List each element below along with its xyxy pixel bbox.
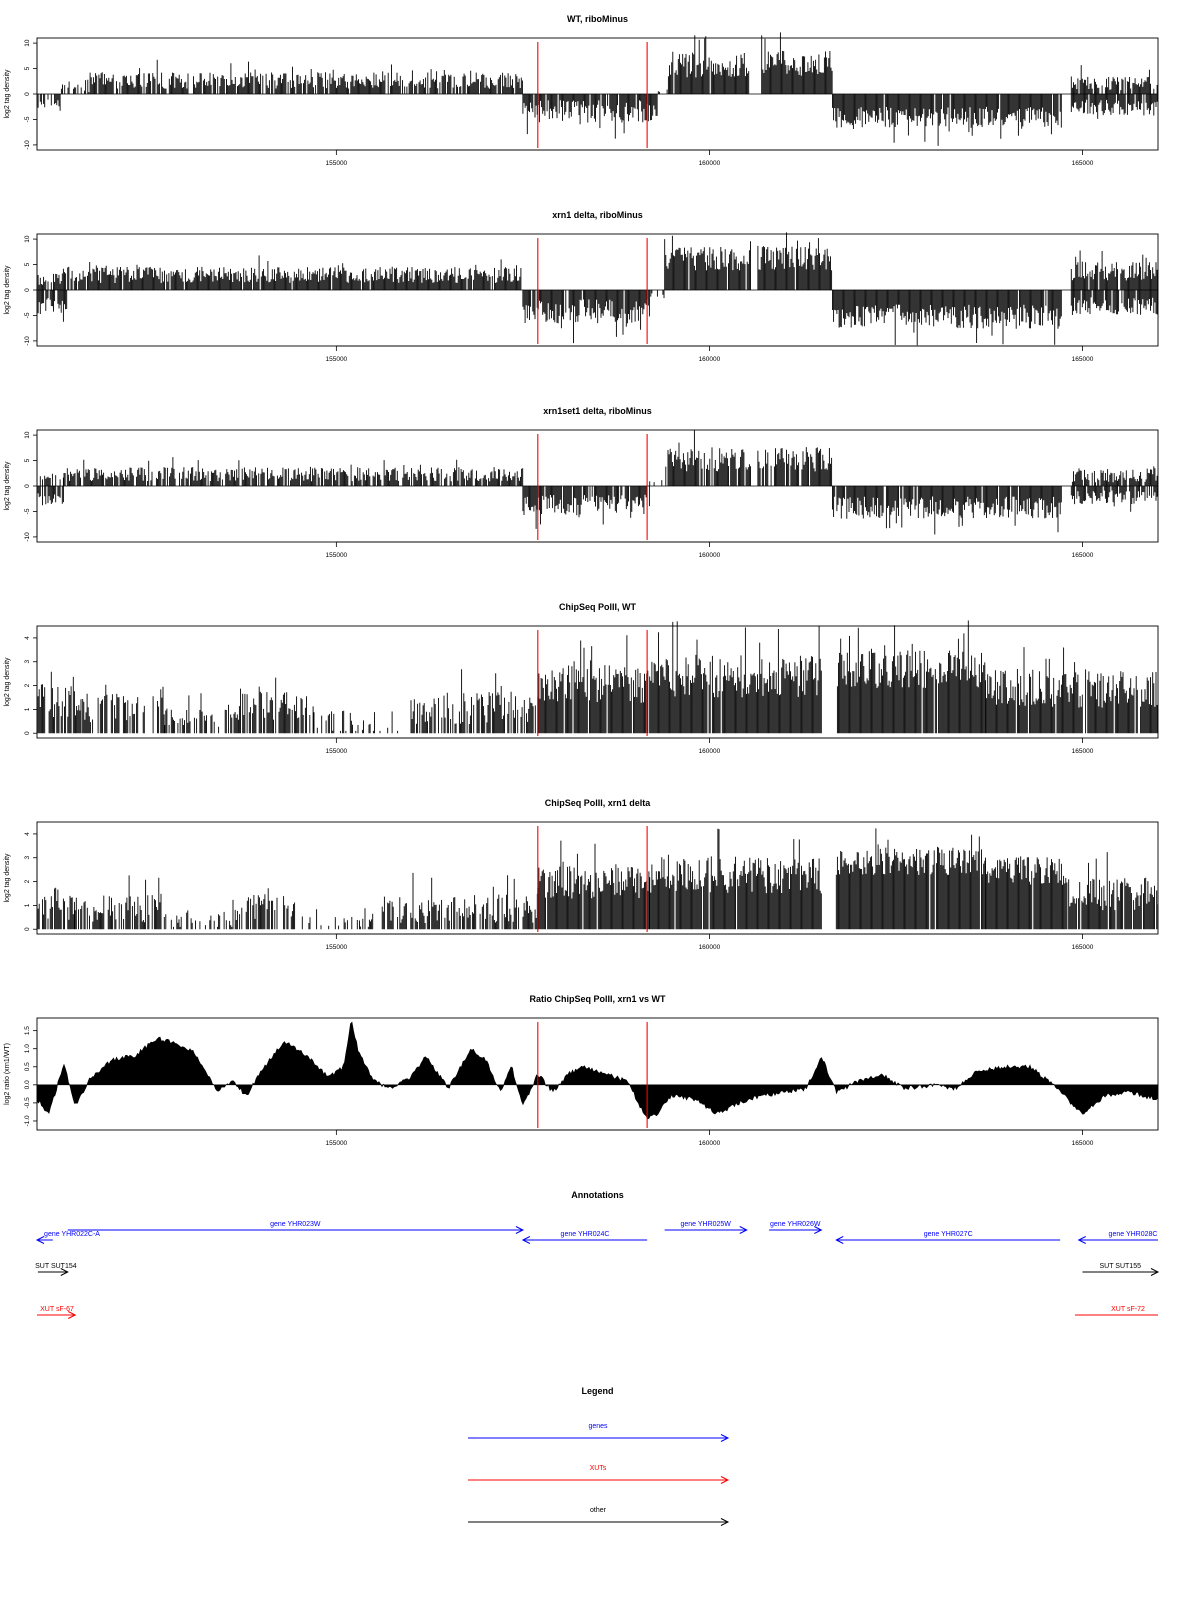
signal-bars (38, 32, 1157, 145)
panel-title: ChipSeq PolII, xrn1 delta (544, 798, 651, 808)
series-plot (38, 621, 1157, 734)
y-tick-label: -10 (24, 532, 31, 542)
x-tick-label: 165000 (1071, 944, 1094, 951)
y-tick-label: -1.0 (24, 1115, 31, 1127)
y-axis-label: log2 tag density (4, 853, 11, 903)
x-tick-label: 165000 (1071, 552, 1094, 559)
signal-bars (37, 828, 1158, 929)
y-tick-label: 10 (24, 431, 31, 439)
y-tick-label: 0 (24, 288, 31, 292)
gene-label: gene YHR022C-A (44, 1231, 100, 1238)
y-tick-label: 0 (24, 731, 31, 736)
panel-title: Ratio ChipSeq PolII, xrn1 vs WT (529, 994, 666, 1004)
y-axis-label: log2 tag density (4, 461, 11, 511)
y-tick-label: 1.5 (24, 1026, 31, 1036)
gene-label: gene YHR026W (769, 1221, 821, 1228)
x-tick-label: 155000 (325, 356, 348, 363)
y-tick-label: 0.5 (24, 1062, 31, 1072)
xut-label: XUT sF-72 (1111, 1306, 1145, 1313)
legend-arrow (468, 1519, 728, 1526)
series-plot (37, 32, 1158, 145)
y-tick-label: 0 (24, 92, 31, 96)
y-tick-label: -5 (24, 508, 31, 515)
signal-bars (37, 232, 1157, 345)
gene-label: gene YHR028C (1108, 1231, 1158, 1238)
legend-label: genes (588, 1423, 608, 1430)
panel-1 (4, 210, 1158, 363)
legend-title: Legend (581, 1386, 614, 1396)
x-tick-label: 155000 (325, 748, 348, 755)
y-tick-label: -5 (24, 116, 31, 123)
x-tick-label: 165000 (1071, 1140, 1094, 1147)
x-tick-label: 165000 (1071, 356, 1094, 363)
y-tick-label: 4 (24, 636, 31, 640)
y-axis-label: log2 tag density (4, 265, 11, 315)
x-tick-label: 160000 (698, 552, 721, 559)
x-tick-label: 155000 (325, 160, 348, 167)
x-tick-label: 155000 (325, 1140, 348, 1147)
xut-label: XUT sF-67 (40, 1306, 74, 1313)
x-tick-label: 160000 (698, 356, 721, 363)
y-tick-label: 3 (24, 659, 31, 664)
series-plot (37, 430, 1158, 535)
y-axis-label: log2 tag density (4, 657, 11, 707)
y-tick-label: -0.5 (24, 1097, 31, 1109)
legend-arrow (468, 1477, 728, 1484)
panel-3 (4, 602, 1158, 755)
x-tick-label: 165000 (1071, 748, 1094, 755)
gene-label: gene YHR023W (270, 1221, 321, 1228)
y-tick-label: 5 (24, 458, 31, 463)
other-label: SUT SUT155 (1099, 1263, 1141, 1270)
x-tick-label: 160000 (698, 1140, 721, 1147)
x-tick-label: 160000 (698, 160, 721, 167)
panel-0 (4, 14, 1158, 167)
series-plot (37, 1022, 1158, 1119)
y-tick-label: 4 (24, 832, 31, 836)
y-tick-label: 10 (24, 235, 31, 243)
gene-label: gene YHR027C (923, 1231, 973, 1238)
y-tick-label: -10 (24, 336, 31, 346)
y-tick-label: 1 (24, 707, 31, 712)
legend-label: XUTs (589, 1465, 607, 1472)
y-tick-label: 10 (24, 39, 31, 47)
x-tick-label: 165000 (1071, 160, 1094, 167)
x-tick-label: 155000 (325, 552, 348, 559)
y-tick-label: 1 (24, 903, 31, 908)
legend (468, 1386, 728, 1526)
panel-title: xrn1set1 delta, riboMinus (543, 406, 652, 416)
x-tick-label: 160000 (698, 748, 721, 755)
panel-title: WT, riboMinus (567, 14, 628, 24)
series-plot (37, 828, 1158, 929)
y-tick-label: -5 (24, 312, 31, 319)
y-tick-label: 3 (24, 855, 31, 860)
panel-4 (4, 798, 1158, 951)
panel-title: xrn1 delta, riboMinus (552, 210, 643, 220)
y-tick-label: 0 (24, 927, 31, 932)
y-axis-label: log2 ratio (xrn1/WT) (4, 1043, 11, 1105)
y-tick-label: 0.0 (24, 1080, 31, 1090)
y-tick-label: -10 (24, 140, 31, 150)
panel-2 (4, 406, 1158, 559)
other-label: SUT SUT154 (35, 1263, 77, 1270)
y-tick-label: 0 (24, 484, 31, 488)
y-tick-label: 2 (24, 879, 31, 884)
gene-label: gene YHR025W (680, 1221, 731, 1228)
annotations-panel (35, 1190, 1158, 1319)
annotations-title: Annotations (571, 1190, 624, 1200)
y-tick-label: 2 (24, 683, 31, 688)
y-tick-label: 5 (24, 66, 31, 71)
series-plot (37, 232, 1158, 345)
signal-bars (37, 430, 1157, 535)
legend-label: other (590, 1507, 606, 1514)
panel-5 (4, 994, 1158, 1147)
signal-bars (38, 621, 1157, 734)
y-axis-label: log2 tag density (4, 69, 11, 119)
x-tick-label: 160000 (698, 944, 721, 951)
gene-label: gene YHR024C (560, 1231, 610, 1238)
legend-arrow (468, 1435, 728, 1442)
ratio-area (37, 1022, 1158, 1119)
y-tick-label: 1.0 (24, 1044, 31, 1054)
panel-title: ChipSeq PolII, WT (559, 602, 636, 612)
x-tick-label: 155000 (325, 944, 348, 951)
y-tick-label: 5 (24, 262, 31, 267)
